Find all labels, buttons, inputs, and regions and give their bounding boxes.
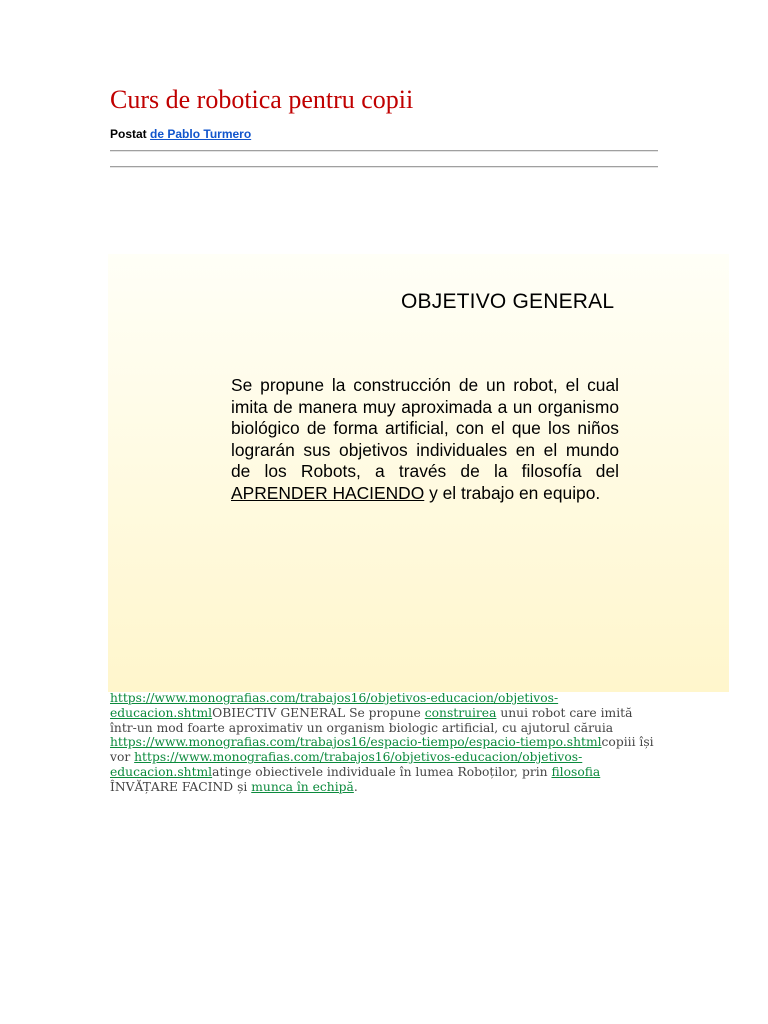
article-text-run: OBIECTIV GENERAL Se propune: [212, 705, 425, 720]
article-text-run: unui robot care imită într-un mod foarte aproximativ un organism biologic artificial, cu ajutorul căruia: [110, 705, 633, 735]
article-link[interactable]: https://www.monografias.com/trabajos16/objetivos-educacion/objetivos-educacion.shtml: [110, 750, 583, 779]
slide-body-text: y el trabajo en equipo.: [424, 482, 601, 503]
slide-image: [108, 254, 729, 692]
article-text-run: .: [353, 779, 358, 794]
divider: [110, 166, 658, 168]
divider: [110, 150, 658, 152]
slide-body: [231, 375, 619, 504]
article-text: [110, 691, 658, 795]
article-text-run: atinge obiectivele individuale în lumea Roboților, prin: [212, 764, 552, 779]
byline: [110, 127, 251, 142]
article-text-run: ÎNVĂȚARE FACIND și: [110, 779, 252, 794]
article-text-run: copiii își vor: [110, 735, 654, 765]
article-link[interactable]: filosofia: [551, 764, 601, 779]
page-title: Curs de robotica pentru copii: [110, 85, 414, 114]
slide-heading: OBJETIVO GENERAL: [401, 290, 615, 313]
slide-body-text: Se propune la construcción de un robot, el cual imita de manera muy aproximada a un organismo biológico de forma artificial, con el que los niños lograrán sus objetivos individuales en el mundo de los Robots, a través de la filosofía del: [231, 375, 619, 481]
article-link[interactable]: https://www.monografias.com/trabajos16/espacio-tiempo/espacio-tiempo.shtml: [110, 735, 602, 750]
article-link[interactable]: https://www.monografias.com/trabajos16/objetivos-educacion/objetivos-educacion.shtml: [110, 691, 559, 720]
article-link[interactable]: munca în echipă: [251, 779, 354, 794]
article-link[interactable]: construirea: [424, 705, 497, 720]
byline-prefix: Postat: [110, 127, 147, 141]
author-link[interactable]: de Pablo Turmero: [150, 127, 252, 141]
slide-body-underlined: APRENDER HACIENDO: [231, 482, 425, 503]
